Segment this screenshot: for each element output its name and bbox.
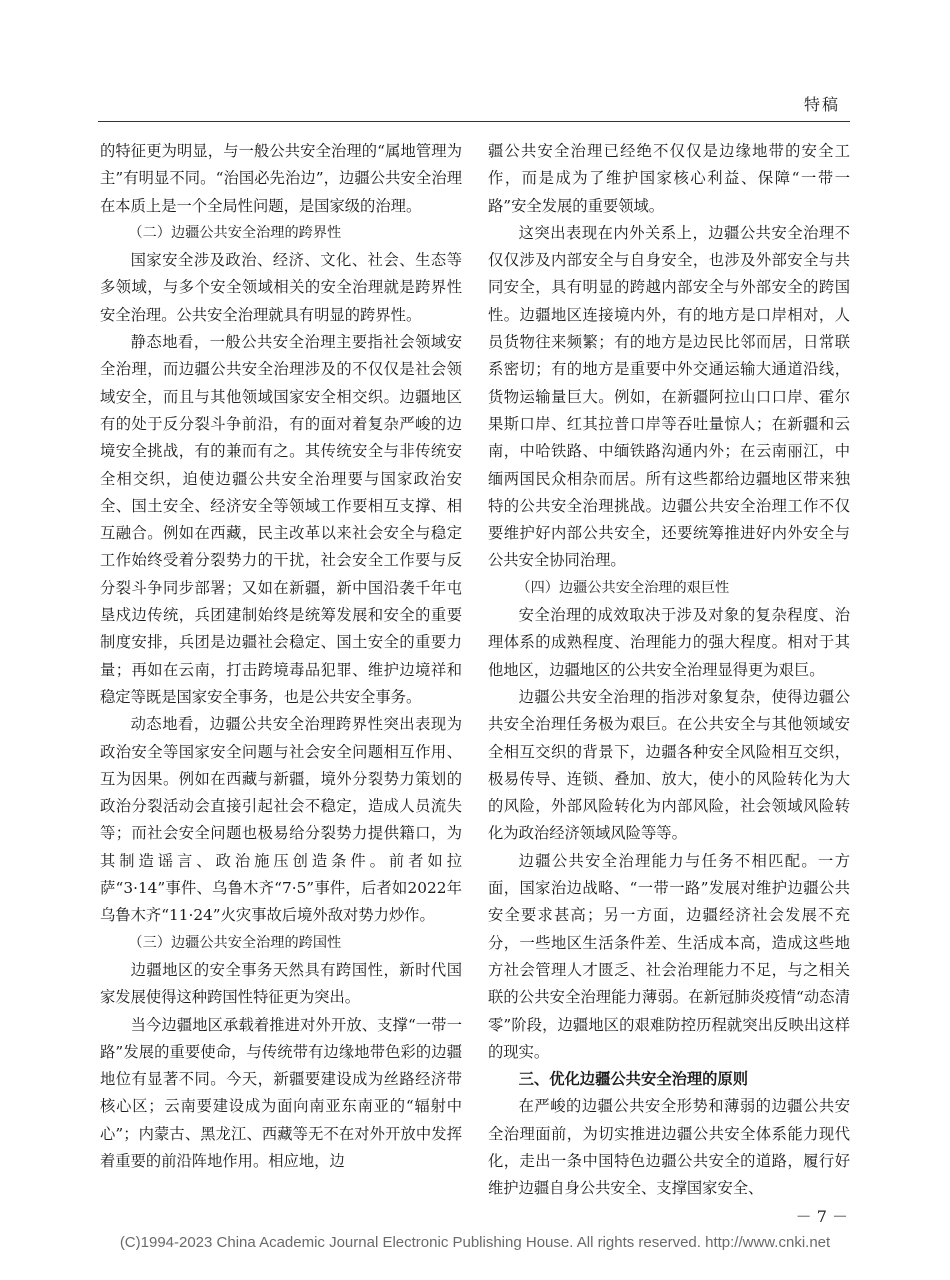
paragraph: 边疆公共安全治理的指涉对象复杂，使得边疆公共安全治理任务极为艰巨。在公共安全与其他领域安全相互交织的背景下，边疆各种安全风险相互交织，极易传导、连锁、叠加、放大，使小的风险转化为大的风险，外部风险转化为内部风险，社会领域风险转化为政治经济领域风险等等。 <box>488 687 850 843</box>
right-column <box>488 138 850 1203</box>
page-number: － 7 － <box>795 1207 848 1226</box>
section-heading: 三、优化边疆公共安全治理的原则 <box>518 1070 749 1089</box>
paragraph: 边疆公共安全治理能力与任务不相匹配。一方面，国家治边战略、“一带一路”发展对维护边疆公共安全要求甚高；另一方面，边疆经济社会发展不充分，一些地区生活条件差、生活成本高，造成这些地方社会管理人才匮乏、社会治理能力不足，与之相关联的公共安全治理能力薄弱。在新冠肺炎疫情“动态清零”阶段，边疆地区的艰难防控历程就突出反映出这样的现实。 <box>488 851 850 1061</box>
paragraph: 安全治理的成效取决于涉及对象的复杂程度、治理体系的成熟程度、治理能力的强大程度。相对于其他地区，边疆地区的公共安全治理显得更为艰巨。 <box>488 606 850 679</box>
section-label: 特稿 <box>803 95 840 114</box>
subheading: （二）边疆公共安全治理的跨界性 <box>128 224 342 241</box>
paragraph: 的特征更为明显，与一般公共安全治理的“属地管理为主”有明显不同。“治国必先治边”，边疆公共安全治理在本质上是一个全局性问题，是国家级的治理。 <box>100 142 462 215</box>
copyright-notice: (C)1994-2023 China Academic Journal Electronic Publishing House. All rights reserved. http://www.cnki.net <box>119 1234 831 1251</box>
subheading: （三）边疆公共安全治理的跨国性 <box>128 934 342 951</box>
paragraph: 国家安全涉及政治、经济、文化、社会、生态等多领域，与多个安全领域相关的安全治理就是跨界性安全治理。公共安全治理就具有明显的跨界性。 <box>100 251 462 324</box>
paragraph: 疆公共安全治理已经绝不仅仅是边缘地带的安全工作，而是成为了维护国家核心利益、保障“一带一路”安全发展的重要领域。 <box>488 142 850 215</box>
left-column <box>100 138 462 1175</box>
paragraph: 在严峻的边疆公共安全形势和薄弱的边疆公共安全治理面前，为切实推进边疆公共安全体系能力现代化，走出一条中国特色边疆公共安全的道路，履行好维护边疆自身公共安全、支撑国家安全、 <box>488 1097 850 1198</box>
paragraph: 当今边疆地区承载着推进对外开放、支撑“一带一路”发展的重要使命，与传统带有边缘地带色彩的边疆地位有显著不同。今天，新疆要建设成为丝路经济带核心区；云南要建设成为面向南亚东南亚的“辐射中心”；内蒙古、黑龙江、西藏等无不在对外开放中发挥着重要的前沿阵地作用。相应地，边 <box>100 1015 462 1170</box>
paragraph: 静态地看，一般公共安全治理主要指社会领域安全治理，而边疆公共安全治理涉及的不仅仅是社会领域安全，而且与其他领域国家安全相交织。边疆地区有的处于反分裂斗争前沿，有的面对着复杂严峻的边境安全挑战，有的兼而有之。其传统安全与非传统安全相交织，迫使边疆公共安全治理要与国家政治安全、国土安全、经济安全等领域工作要相互支撑、相互融合。例如在西藏，民主改革以来社会安全与稳定工作始终受着分裂势力的干扰，社会安全工作要与反分裂斗争同步部署；又如在新疆，新中国沿袭千年屯垦戍边传统，兵团建制始终是统筹发展和安全的重要制度安排，兵团是边疆社会稳定、国土安全的重要力量；再如在云南，打击跨境毒品犯罪、维护边境祥和稳定等既是国家安全事务，也是公共安全事务。 <box>100 333 462 706</box>
header-rule <box>98 121 850 122</box>
paragraph: 边疆地区的安全事务天然具有跨国性，新时代国家发展使得这种跨国性特征更为突出。 <box>100 960 462 1007</box>
paragraph: 动态地看，边疆公共安全治理跨界性突出表现为政治安全等国家安全问题与社会安全问题相互作用、互为因果。例如在西藏与新疆，境外分裂势力策划的政治分裂活动会直接引起社会不稳定，造成人员流失等；而社会安全问题也极易给分裂势力提供籍口，为其制造谣言、政治施压创造条件。前者如拉萨“3·14”事件、乌鲁木齐“7·5”事件，后者如2022年乌鲁木齐“11·24”火灾事故后境外敌对势力炒作。 <box>100 715 462 925</box>
paragraph: 这突出表现在内外关系上，边疆公共安全治理不仅仅涉及内部安全与自身安全，也涉及外部安全与共同安全，具有明显的跨越内部安全与外部安全的跨国性。边疆地区连接境内外，有的地方是口岸相对，人员货物往来频繁；有的地方是边民比邻而居，日常联系密切；有的地方是重要中外交通运输大通道沿线，货物运输量巨大。例如，在新疆阿拉山口口岸、霍尔果斯口岸、红其拉普口岸等吞吐量惊人；在新疆和云南，中哈铁路、中缅铁路沟通内外；在云南丽江，中缅两国民众相杂而居。所有这些都给边疆地区带来独特的公共安全治理挑战。边疆公共安全治理工作不仅要维护好内部公共安全，还要统筹推进好内外安全与公共安全协同治理。 <box>488 223 850 570</box>
subheading: （四）边疆公共安全治理的艰巨性 <box>516 579 730 596</box>
